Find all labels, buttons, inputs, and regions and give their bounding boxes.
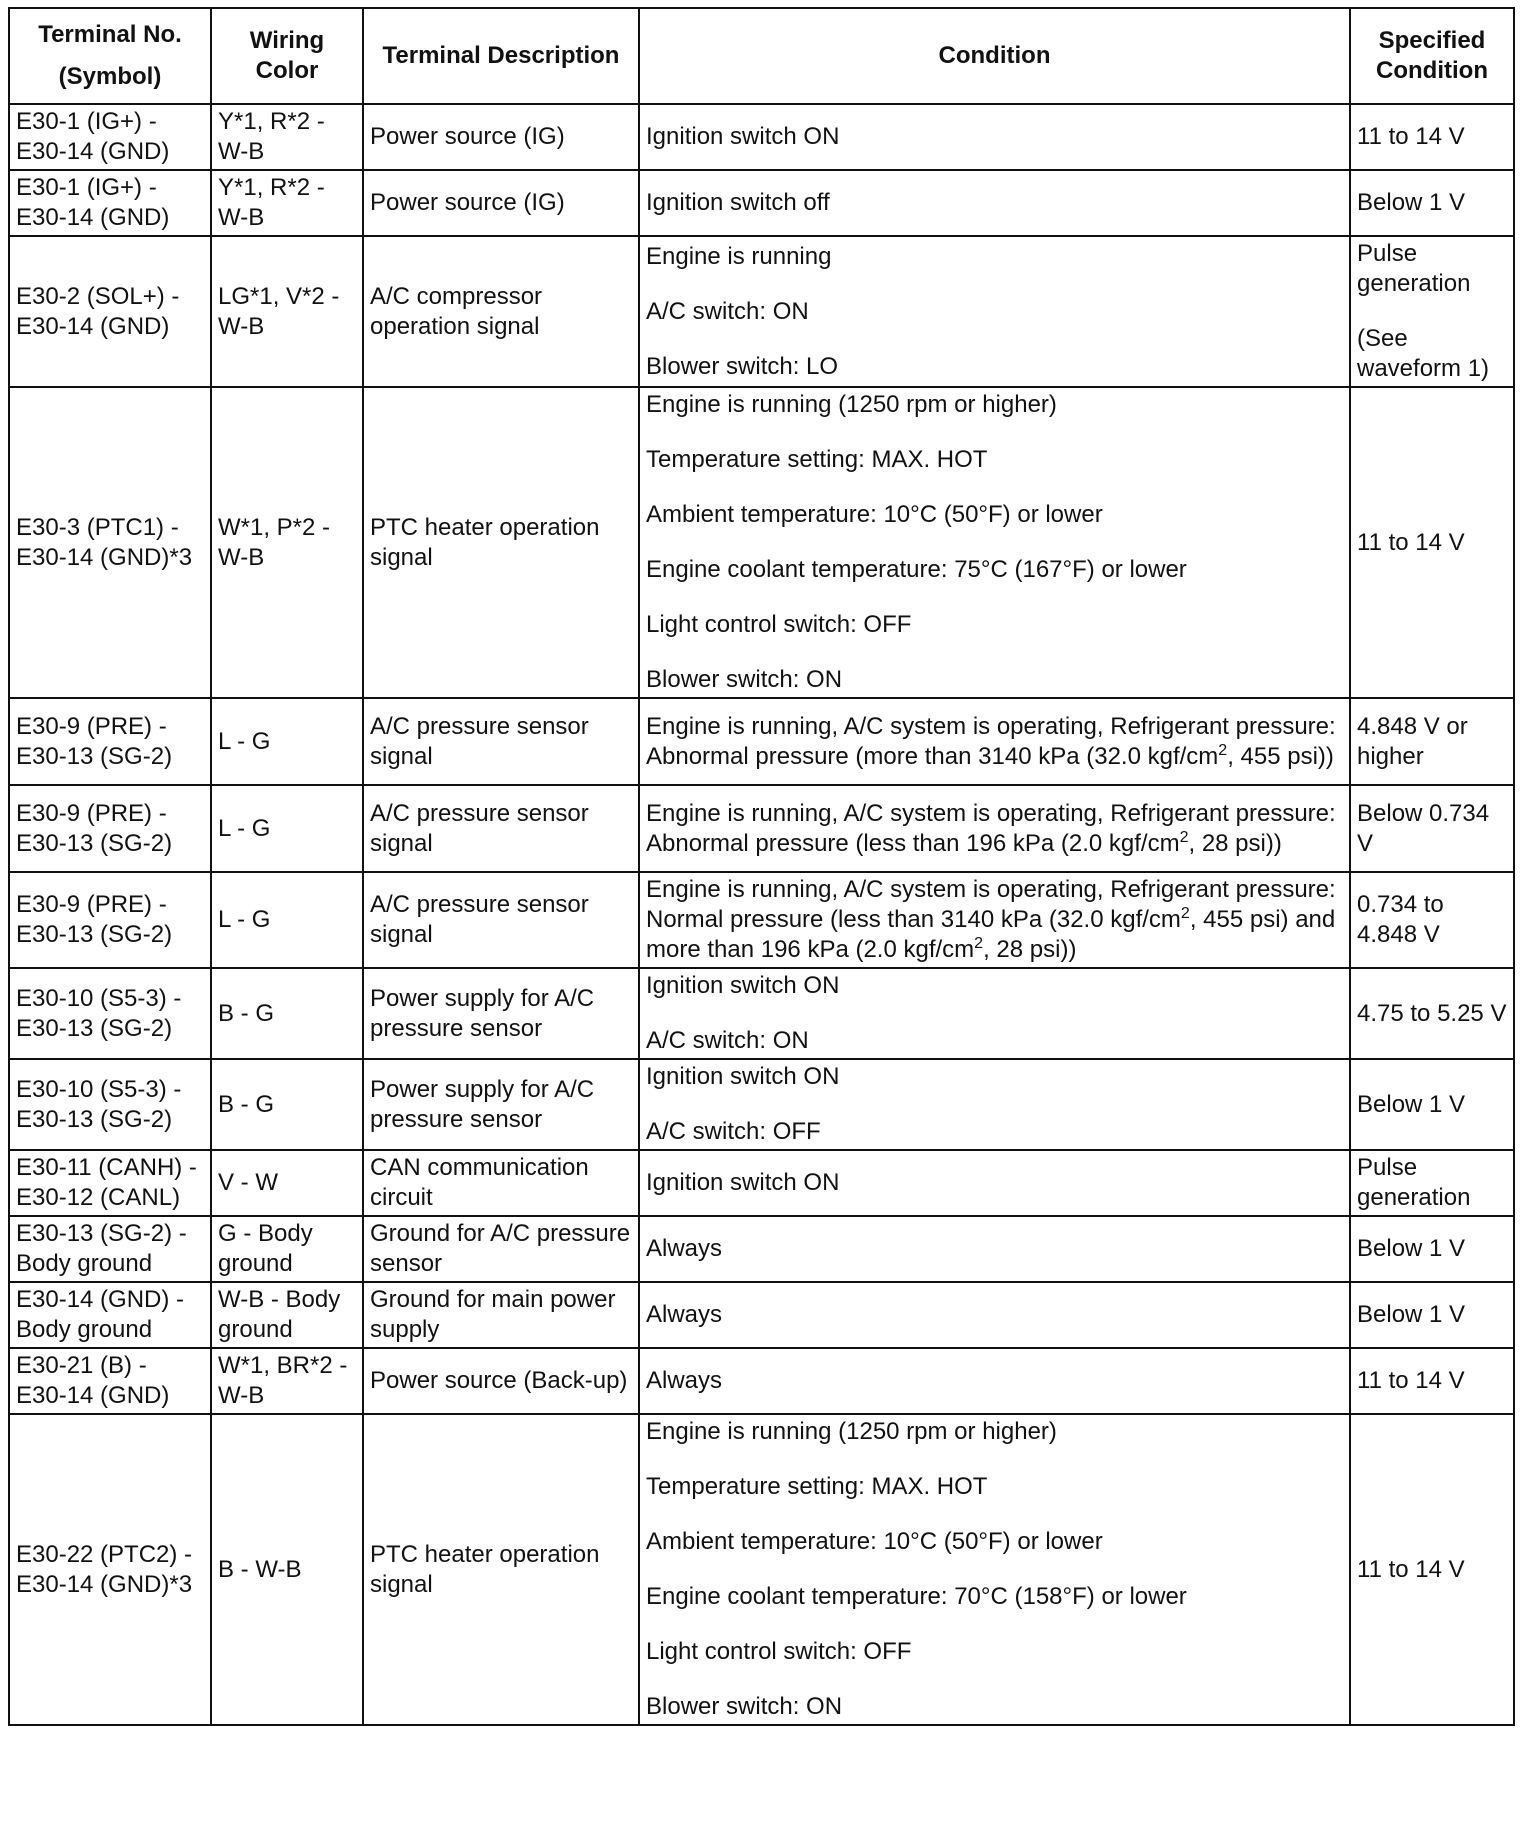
table-row	[9, 387, 1514, 698]
cell-terminal: E30-9 (PRE) - E30-13 (SG-2)	[9, 698, 211, 785]
cell-condition	[639, 236, 1350, 387]
cell-terminal: E30-1 (IG+) - E30-14 (GND)	[9, 170, 211, 236]
condition-line: Engine coolant temperature: 70°C (158°F) or lower	[646, 1583, 1187, 1610]
cell-condition	[639, 698, 1350, 785]
cell-condition	[639, 104, 1350, 170]
condition-line: Engine is running, A/C system is operating, Refrigerant pressure: Abnormal pressure (more than 3140 kPa (32.0 kgf/$cm^2$, 455 psi))	[646, 712, 1336, 770]
cell-specified-condition: 11 to 14 V	[1350, 104, 1514, 170]
cell-terminal-description: Ground for A/C pressure sensor	[363, 1216, 639, 1282]
cell-wiring-color: V - W	[211, 1150, 363, 1216]
table-row	[9, 1059, 1514, 1150]
table-row	[9, 785, 1514, 872]
condition-line: Blower switch: LO	[646, 352, 839, 380]
cell-condition	[639, 1282, 1350, 1348]
condition-line: Ignition switch off	[646, 189, 830, 216]
cell-terminal: E30-10 (S5-3) - E30-13 (SG-2)	[9, 968, 211, 1059]
condition-line: A/C switch: OFF	[646, 1118, 821, 1145]
condition-line: Temperature setting: MAX. HOT	[646, 1473, 988, 1500]
condition-line: Temperature setting: MAX. HOT	[646, 446, 988, 473]
condition-line: Ignition switch ON	[646, 972, 840, 999]
table-row	[9, 1150, 1514, 1216]
cell-condition	[639, 785, 1350, 872]
condition-line: Always	[646, 1301, 723, 1328]
cell-wiring-color: B - G	[211, 1059, 363, 1150]
cell-terminal: E30-1 (IG+) - E30-14 (GND)	[9, 104, 211, 170]
table-row	[9, 1216, 1514, 1282]
cell-wiring-color: W-B - Body ground	[211, 1282, 363, 1348]
cell-terminal-description: Power supply for A/C pressure sensor	[363, 1059, 639, 1150]
table-row	[9, 872, 1514, 968]
condition-line: Ambient temperature: 10°C (50°F) or lower	[646, 1528, 1103, 1555]
cell-terminal-description: A/C pressure sensor signal	[363, 872, 639, 968]
cell-terminal-description: A/C pressure sensor signal	[363, 785, 639, 872]
condition-line: Ignition switch ON	[646, 123, 840, 150]
cell-wiring-color: L - G	[211, 872, 363, 968]
cell-specified-condition: Below 0.734 V	[1350, 785, 1514, 872]
cell-specified-condition: Below 1 V	[1350, 170, 1514, 236]
condition-line: Blower switch: ON	[646, 666, 843, 693]
condition-line: Ambient temperature: 10°C (50°F) or lower	[646, 501, 1103, 528]
condition-line: Engine coolant temperature: 75°C (167°F) or lower	[646, 556, 1187, 583]
header-specified-condition: Specified Condition	[1350, 8, 1514, 104]
cell-terminal-description: Power source (IG)	[363, 104, 639, 170]
cell-condition	[639, 1059, 1350, 1150]
cell-specified-condition: 4.848 V or higher	[1350, 698, 1514, 785]
cell-specified-condition: Pulse generation (See waveform 1)	[1350, 236, 1514, 387]
cell-specified-condition: Pulse generation	[1350, 1150, 1514, 1216]
cell-terminal: E30-21 (B) - E30-14 (GND)	[9, 1348, 211, 1414]
table-row	[9, 1414, 1514, 1725]
cell-terminal: E30-9 (PRE) - E30-13 (SG-2)	[9, 785, 211, 872]
cell-wiring-color: LG*1, V*2 - W-B	[211, 236, 363, 387]
cell-wiring-color: B - W-B	[211, 1414, 363, 1725]
condition-line: Engine is running, A/C system is operating, Refrigerant pressure: Normal pressure (less than 3140 kPa (32.0 kgf/$cm^2$, 455 psi) and more than 196 kPa (2.0 kgf/$cm^2$, 28 psi))	[646, 876, 1336, 963]
table-body	[9, 104, 1514, 1725]
condition-line: Ignition switch ON	[646, 1169, 840, 1196]
cell-terminal: E30-13 (SG-2) - Body ground	[9, 1216, 211, 1282]
cell-terminal-description: CAN communication circuit	[363, 1150, 639, 1216]
condition-line: Engine is running (1250 rpm or higher)	[646, 1418, 1057, 1445]
header-terminal-description: Terminal Description	[363, 8, 639, 104]
cell-terminal-description: Power source (IG)	[363, 170, 639, 236]
cell-terminal: E30-3 (PTC1) - E30-14 (GND)*3	[9, 387, 211, 698]
header-row	[9, 8, 1514, 104]
cell-wiring-color: B - G	[211, 968, 363, 1059]
cell-condition	[639, 872, 1350, 968]
condition-line: A/C switch: ON	[646, 297, 809, 325]
cell-wiring-color: W*1, BR*2 - W-B	[211, 1348, 363, 1414]
cell-specified-condition: 11 to 14 V	[1350, 1348, 1514, 1414]
cell-condition	[639, 1348, 1350, 1414]
cell-condition	[639, 170, 1350, 236]
table-row	[9, 104, 1514, 170]
condition-line: Engine is running (1250 rpm or higher)	[646, 391, 1057, 418]
cell-wiring-color: Y*1, R*2 - W-B	[211, 170, 363, 236]
header-wiring-color: Wiring Color	[211, 8, 363, 104]
condition-line: A/C switch: ON	[646, 1027, 809, 1054]
cell-specified-condition: 0.734 to 4.848 V	[1350, 872, 1514, 968]
cell-wiring-color: L - G	[211, 698, 363, 785]
table-row	[9, 968, 1514, 1059]
table-row	[9, 1348, 1514, 1414]
condition-line: Always	[646, 1235, 723, 1262]
cell-terminal: E30-14 (GND) - Body ground	[9, 1282, 211, 1348]
cell-wiring-color: G - Body ground	[211, 1216, 363, 1282]
cell-wiring-color: W*1, P*2 - W-B	[211, 387, 363, 698]
cell-condition	[639, 1216, 1350, 1282]
cell-terminal-description: PTC heater operation signal	[363, 387, 639, 698]
cell-specified-condition: Below 1 V	[1350, 1059, 1514, 1150]
terminal-spec-table	[8, 7, 1515, 1726]
table-row	[9, 698, 1514, 785]
condition-line: Engine is running	[646, 242, 832, 270]
cell-specified-condition: 4.75 to 5.25 V	[1350, 968, 1514, 1059]
cell-terminal: E30-11 (CANH) - E30-12 (CANL)	[9, 1150, 211, 1216]
cell-terminal: E30-10 (S5-3) - E30-13 (SG-2)	[9, 1059, 211, 1150]
condition-line: Blower switch: ON	[646, 1693, 843, 1720]
cell-specified-condition: Below 1 V	[1350, 1282, 1514, 1348]
header-condition: Condition	[639, 8, 1350, 104]
cell-terminal: E30-22 (PTC2) - E30-14 (GND)*3	[9, 1414, 211, 1725]
table-row	[9, 170, 1514, 236]
cell-terminal-description: A/C compressor operation signal	[363, 236, 639, 387]
cell-terminal: E30-9 (PRE) - E30-13 (SG-2)	[9, 872, 211, 968]
condition-line: Engine is running, A/C system is operating, Refrigerant pressure: Abnormal pressure (less than 196 kPa (2.0 kgf/$cm^2$, 28 psi))	[646, 799, 1336, 857]
cell-wiring-color: L - G	[211, 785, 363, 872]
cell-condition	[639, 1150, 1350, 1216]
condition-line: Always	[646, 1367, 723, 1394]
cell-specified-condition: Below 1 V	[1350, 1216, 1514, 1282]
header-terminal: Terminal No. (Symbol)	[9, 8, 211, 104]
cell-terminal: E30-2 (SOL+) - E30-14 (GND)	[9, 236, 211, 387]
condition-line: Light control switch: OFF	[646, 1638, 912, 1665]
cell-terminal-description: PTC heater operation signal	[363, 1414, 639, 1725]
cell-terminal-description: Power supply for A/C pressure sensor	[363, 968, 639, 1059]
table-row	[9, 236, 1514, 387]
cell-specified-condition: 11 to 14 V	[1350, 387, 1514, 698]
table-row	[9, 1282, 1514, 1348]
cell-condition	[639, 968, 1350, 1059]
cell-terminal-description: Ground for main power supply	[363, 1282, 639, 1348]
cell-condition	[639, 387, 1350, 698]
condition-line: Ignition switch ON	[646, 1063, 840, 1090]
cell-specified-condition: 11 to 14 V	[1350, 1414, 1514, 1725]
condition-line: Light control switch: OFF	[646, 611, 912, 638]
cell-condition	[639, 1414, 1350, 1725]
cell-wiring-color: Y*1, R*2 - W-B	[211, 104, 363, 170]
cell-terminal-description: Power source (Back-up)	[363, 1348, 639, 1414]
cell-terminal-description: A/C pressure sensor signal	[363, 698, 639, 785]
